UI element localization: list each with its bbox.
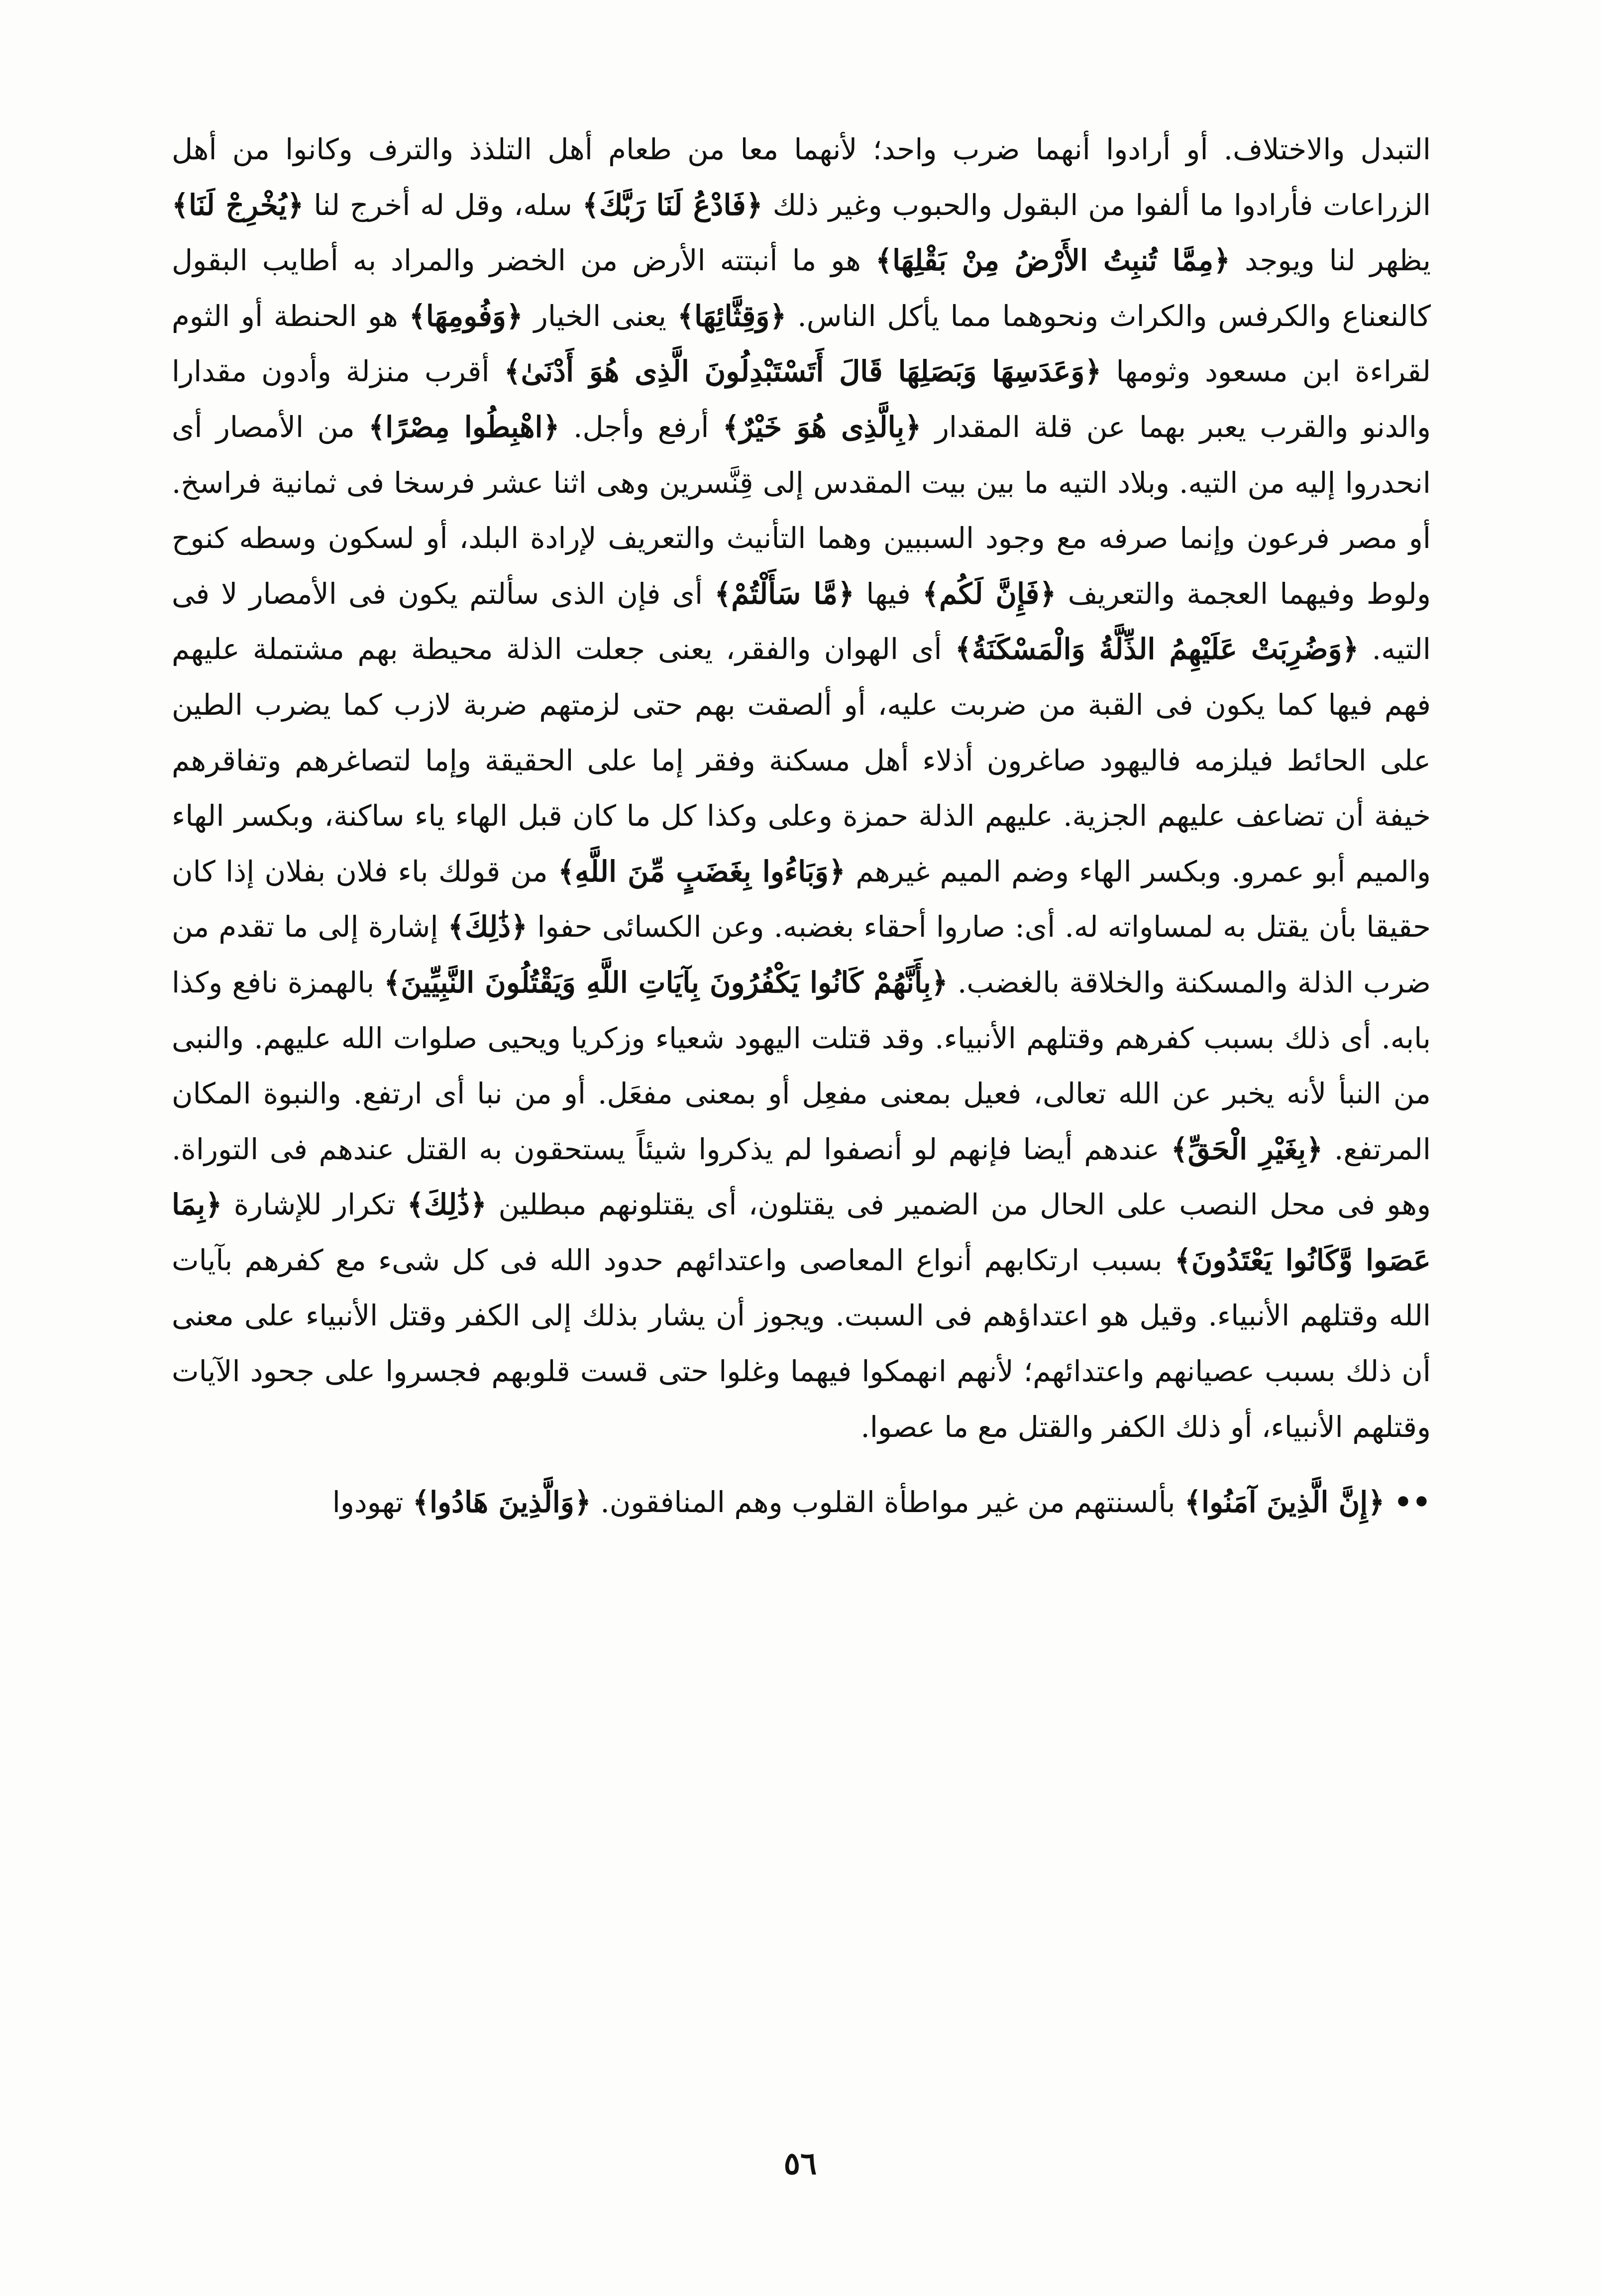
tafsir-body	[172, 122, 1431, 1531]
commentary-text: يظهر لنا ويوجد	[1230, 243, 1431, 278]
quran-verse: ﴿إِنَّ الَّذِينَ آمَنُوا﴾	[1184, 1485, 1385, 1520]
commentary-text: بألسنتهم من غير مواطأة القلوب وهم المنافقون.	[591, 1485, 1175, 1520]
quran-verse: ﴿بِالَّذِى هُوَ خَيْرٌ﴾	[722, 410, 922, 444]
quran-verse: ﴿وَفُومِهَا﴾	[409, 299, 523, 333]
commentary-text: يعنى الخيار	[523, 299, 667, 333]
next-section-paragraph	[172, 1475, 1431, 1531]
quran-verse: ﴿مِمَّا تُنبِتُ الأَرْضُ مِنْ بَقْلِهَا﴾	[875, 243, 1231, 278]
commentary-text: أى فإن الذى سألتم يكون فى الأمصار لا فى التيه.	[172, 576, 1431, 666]
commentary-text: هو الحنطة أو الثوم لقراءة ابن مسعود وثومها	[172, 299, 1431, 389]
section-bullets: ••	[1393, 1485, 1431, 1520]
quran-verse: ﴿بِأَنَّهُمْ كَانُوا يَكْفُرُونَ بِآيَاتِ اللَّهِ وَيَقْتُلُونَ النَّبِيِّينَ﴾	[384, 965, 948, 999]
quran-verse: ﴿فَإِنَّ لَكُم﴾	[922, 576, 1057, 611]
quran-verse: ﴿وَعَدَسِهَا وَبَصَلِهَا قَالَ أَتَسْتَبْدِلُونَ الَّذِى هُوَ أَدْنَىٰ﴾	[504, 354, 1102, 389]
quran-verse: ﴿بِمَا عَصَوا وَّكَانُوا يَعْتَدُونَ﴾	[172, 1188, 1431, 1277]
commentary-text: من الأمصار أى انحدروا إليه من التيه. وبلاد التيه ما بين بيت المقدس إلى قِنَّسرين وهى اثنا عشر فرسخا فى ثمانية فراسخ. أو مصر فرعون وإنما صرفه مع وجود السببين وهما التأنيث والتعريف لإرادة البلد، أو لسكون وسطه كنوح ولوط وفيهما العجمة والتعريف	[172, 410, 1431, 611]
quran-verse: ﴿اهْبِطُوا مِصْرًا﴾	[368, 410, 560, 444]
quran-verse: ﴿وَالَّذِينَ هَادُوا﴾	[413, 1485, 591, 1520]
commentary-paragraph	[172, 122, 1431, 1455]
commentary-text: هو ما أنبتته الأرض من الخضر والمراد به أطايب البقول كالنعناع والكرفس والكراث ونحوهما مما يأكل الناس.	[172, 243, 1431, 333]
quran-verse: ﴿ذَٰلِكَ﴾	[447, 910, 528, 944]
commentary-text: فيها	[854, 576, 911, 611]
quran-verse: ﴿وَبَاءُوا بِغَضَبٍ مِّنَ اللَّهِ﴾	[557, 854, 846, 888]
quran-verse: ﴿يُخْرِجْ لَنَا﴾	[172, 188, 304, 222]
commentary-text: أقرب منزلة وأدون مقدارا والدنو والقرب يعبر بهما عن قلة المقدار	[172, 354, 1431, 444]
quran-verse: ﴿بِغَيْرِ الْحَقِّ﴾	[1171, 1132, 1323, 1166]
commentary-text: من قولك باء فلان بفلان إذا كان حقيقا بأن يقتل به لمساواته له. أى: صاروا أحقاء بغضبه. وعن الكسائى حفوا	[172, 854, 1431, 944]
commentary-text: عندهم أيضا فإنهم لو أنصفوا لم يذكروا شيئاً يستحقون به القتل عندهم فى التوراة. وهو فى محل النصب على الحال من الضمير فى يقتلون، أى يقتلونهم مبطلين	[172, 1132, 1431, 1222]
commentary-text: بالهمزة نافع وكذا بابه. أى ذلك بسبب كفرهم وقتلهم الأنبياء. وقد قتلت اليهود شعياء وزكريا ويحيى صلوات الله عليهم. والنبى من النبأ لأنه يخبر عن الله تعالى، فعيل بمعنى مفعِل أو بمعنى مفعَل. أو من نبا أى ارتفع. والنبوة المكان المرتفع.	[172, 965, 1431, 1166]
quran-verse: ﴿وَقِثَّائِهَا﴾	[677, 299, 787, 333]
quran-verse: ﴿ذَٰلِكَ﴾	[407, 1188, 487, 1222]
commentary-text: تكرار للإشارة	[222, 1188, 396, 1222]
quran-verse: ﴿مَّا سَأَلْتُمْ﴾	[714, 576, 855, 611]
commentary-text: بسبب ارتكابهم أنواع المعاصى واعتدائهم حدود الله فى كل شىء مع كفرهم بآيات الله وقتلهم الأنبياء. وقيل هو اعتداؤهم فى السبت. ويجوز أن يشار بذلك إلى الكفر وقتل الأنبياء على معنى أن ذلك بسبب عصيانهم واعتدائهم؛ لأنهم انهمكوا فيهما وغلوا حتى قست قلوبهم فجسروا على جحود الآيات وقتلهم الأنبياء، أو ذلك الكفر والقتل مع ما عصوا.	[172, 1243, 1431, 1444]
commentary-text: التبدل والاختلاف. أو أرادوا أنهما ضرب واحد؛ لأنهما معا من طعام أهل التلذذ والترف وكانوا من أهل الزراعات فأرادوا ما ألفوا من البقول والحبوب وغير ذلك	[172, 132, 1431, 222]
page-number: ٥٦	[783, 2145, 817, 2182]
commentary-text: تهودوا	[332, 1485, 404, 1520]
commentary-text: أى الهوان والفقر، يعنى جعلت الذلة محيطة بهم مشتملة عليهم فهم فيها كما يكون فى القبة من ضربت عليه، أو ألصقت بهم حتى لزمتهم ضربة لازب كما يضرب الطين على الحائط فيلزمه فاليهود صاغرون أذلاء أهل مسكنة وفقر إما على الحقيقة وإما لتصاغرهم وتفاقرهم خيفة أن تضاعف عليهم الجزية. عليهم الذلة حمزة وعلى وكذا كل ما كان قبل الهاء ياء ساكنة، وبكسر الهاء والميم أبو عمرو. وبكسر الهاء وضم الميم غيرهم	[172, 632, 1431, 888]
quran-verse: ﴿فَادْعُ لَنَا رَبَّكَ﴾	[582, 188, 763, 222]
commentary-text: سله، وقل له أخرج لنا	[304, 188, 572, 222]
quran-verse: ﴿وَضُرِبَتْ عَلَيْهِمُ الذِّلَّةُ وَالْمَسْكَنَةُ﴾	[955, 632, 1359, 666]
commentary-text: إشارة إلى ما تقدم من ضرب الذلة والمسكنة والخلاقة بالغضب.	[172, 910, 1431, 999]
commentary-text: أرفع وأجل.	[559, 410, 709, 444]
